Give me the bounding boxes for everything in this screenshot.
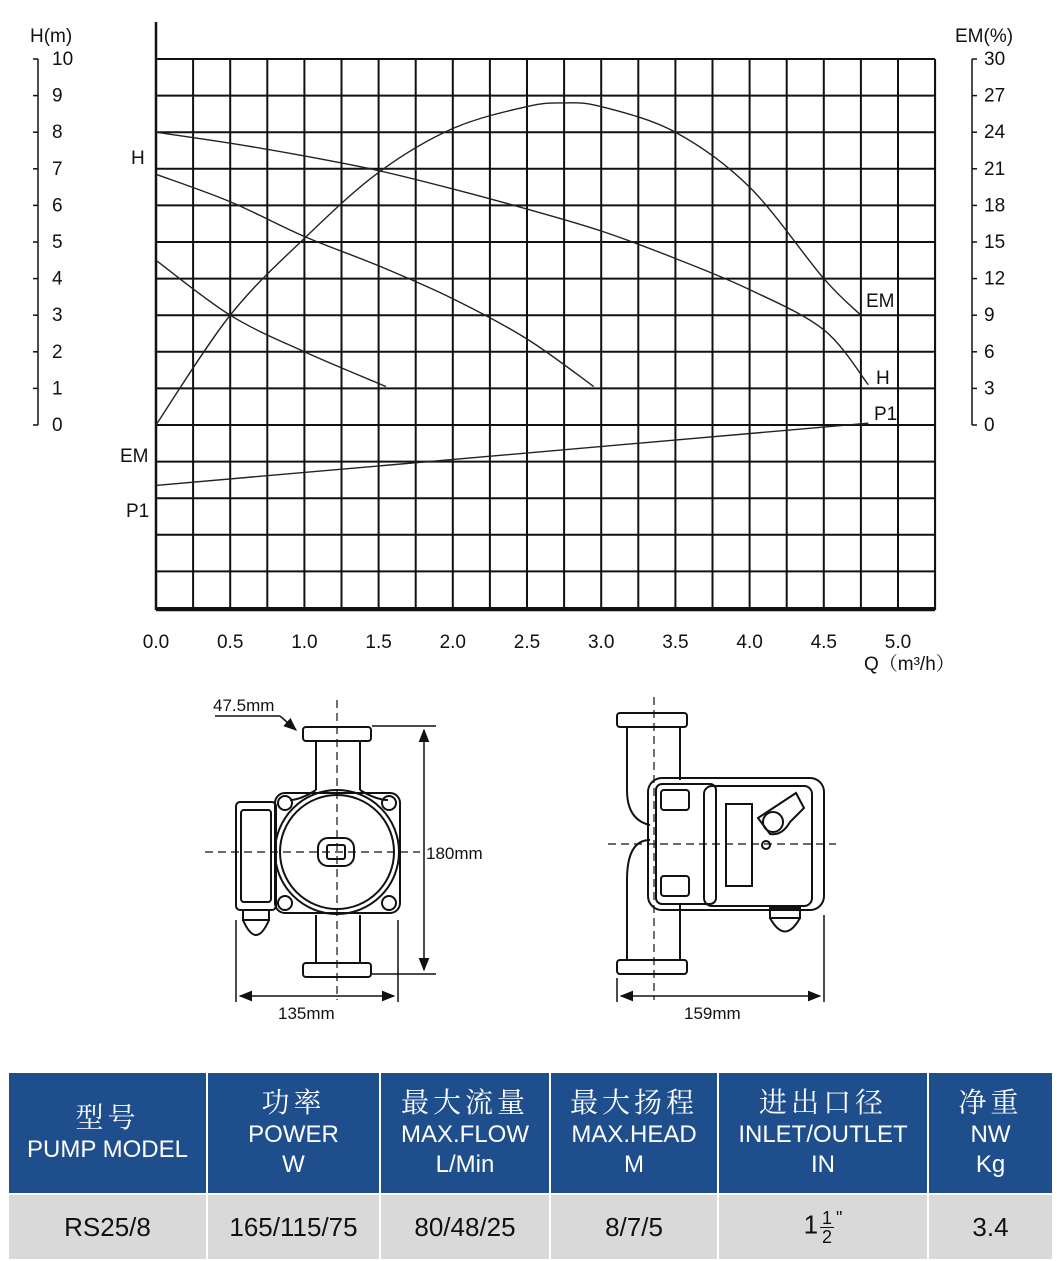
label-em-left: EM	[120, 446, 149, 467]
label-em-right: EM	[866, 291, 895, 312]
header-inlet-outlet: 进出口径 INLET/OUTLET IN	[718, 1072, 928, 1194]
x-tick-label: 2.5	[513, 632, 541, 653]
y-right-tick-label: 9	[984, 305, 995, 327]
y-left-axis-label: H(m)	[30, 26, 73, 47]
x-tick-label: 1.0	[291, 632, 318, 653]
label-h-right: H	[876, 368, 890, 389]
x-tick-label: 4.5	[810, 632, 838, 653]
table-row	[8, 1194, 1053, 1260]
cell-head: 8/7/5	[550, 1194, 718, 1260]
front-view-centerlines	[205, 700, 420, 1000]
header-power: 功率 POWER W	[207, 1072, 380, 1194]
y-left-tick-label: 1	[52, 378, 63, 400]
height-dimension-label: 180mm	[426, 844, 483, 863]
x-axis-label: Q（m³/h）	[864, 654, 955, 675]
inlet-whole: 1	[803, 1210, 819, 1241]
y-left-tick-label: 10	[52, 49, 74, 70]
inlet-unit: "	[836, 1208, 843, 1229]
y-right-tick-label: 27	[984, 85, 1006, 107]
y-right-axis-label: EM(%)	[955, 26, 1014, 47]
spec-table	[7, 1071, 1054, 1261]
y-right-tick-label: 3	[984, 378, 995, 400]
y-right-tick-label: 18	[984, 195, 1006, 217]
y-left-tick-label: 2	[52, 341, 63, 363]
y-right-tick-label: 15	[984, 232, 1006, 253]
y-left-tick-label: 9	[52, 85, 63, 107]
x-tick-label: 0.0	[142, 632, 170, 653]
y-left-tick-label: 3	[52, 305, 63, 327]
x-tick-label: 3.0	[587, 632, 615, 653]
y-left-tick-label: 5	[52, 232, 63, 253]
cell-flow: 80/48/25	[380, 1194, 550, 1260]
x-tick-label: 1.5	[365, 632, 392, 653]
spec-table-header-row	[8, 1072, 1053, 1194]
cell-power: 165/115/75	[207, 1194, 380, 1260]
y-right-tick-label: 24	[984, 122, 1006, 144]
x-tick-label: 5.0	[884, 632, 912, 653]
x-tick-label: 0.5	[216, 632, 244, 653]
side-view-centerlines	[608, 697, 836, 1000]
y-right-tick-label: 30	[984, 49, 1006, 70]
x-tick-label: 3.5	[662, 632, 689, 653]
cell-model: RS25/8	[8, 1194, 207, 1260]
label-h-left: H	[131, 148, 145, 169]
flange-leader	[215, 716, 296, 730]
y-left-tick-label: 4	[52, 268, 63, 290]
inlet-fraction: $\frac{1}{2}$	[822, 1207, 833, 1247]
cell-inlet	[718, 1194, 928, 1260]
label-p1-right: P1	[874, 404, 898, 425]
label-p1-left: P1	[126, 501, 150, 522]
x-tick-label: 2.0	[439, 632, 467, 653]
header-max-flow: 最大流量 MAX.FLOW L/Min	[380, 1072, 550, 1194]
x-tick-label: 4.0	[736, 632, 763, 653]
header-net-weight: 净重 NW Kg	[928, 1072, 1053, 1194]
y-left-tick-label: 0	[52, 415, 63, 436]
y-left-tick-label: 7	[52, 158, 63, 180]
cell-weight: 3.4	[928, 1194, 1053, 1260]
flange-dimension-label: 47.5mm	[213, 696, 275, 715]
header-pump-model: 型号 PUMP MODEL	[8, 1072, 207, 1194]
y-right-tick-label: 0	[984, 415, 995, 436]
header-max-head: 最大扬程 MAX.HEAD M	[550, 1072, 718, 1194]
y-right-tick-label: 6	[984, 341, 995, 363]
y-left-tick-label: 6	[52, 195, 63, 217]
side-width-label: 159mm	[684, 1004, 741, 1023]
front-width-label: 135mm	[278, 1004, 335, 1023]
y-left-tick-label: 8	[52, 122, 63, 144]
y-right-tick-label: 12	[984, 268, 1006, 290]
y-right-tick-label: 21	[984, 158, 1006, 180]
